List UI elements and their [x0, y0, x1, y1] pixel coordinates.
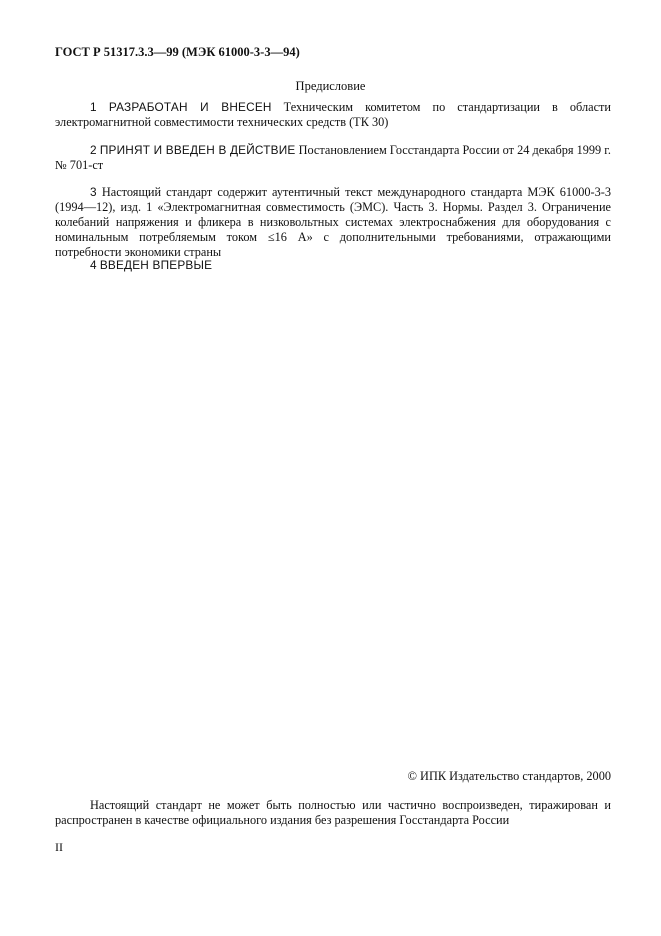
- notice-text: Настоящий стандарт не может быть полностью или частично воспроизведен, тиражирован и распространен в качестве официального издания без разрешения Госстандарта России: [55, 798, 611, 827]
- item-lead: ВВЕДЕН ВПЕРВЫЕ: [99, 258, 213, 272]
- item-lead: ПРИНЯТ И ВВЕДЕН В ДЕЙСТВИЕ: [99, 143, 296, 157]
- foreword-item-3: [55, 185, 611, 260]
- copyright-line: © ИПК Издательство стандартов, 2000: [407, 769, 611, 783]
- item-text: Настоящий стандарт содержит аутентичный текст международного стандарта МЭК 61000-3-3 (1994—12), изд. 1 «Электромагнитная совместимость (ЭМС). Часть 3. Нормы. Раздел 3. Ограничение колебаний напряжения и фликера в низковольтных системах электроснабжения для оборудования с номинальным потребляемым током ≤16 А» с дополнительными требованиями, отражающими потребности экономики страны: [55, 185, 612, 259]
- item-number: 2: [90, 143, 97, 157]
- item-number: 3: [90, 185, 97, 199]
- reproduction-notice: [55, 798, 611, 828]
- item-lead: РАЗРАБОТАН И ВНЕСЕН: [108, 100, 272, 114]
- section-title: Предисловие: [295, 79, 366, 93]
- standard-designation: ГОСТ Р 51317.3.3—99 (МЭК 61000-3-3—94): [55, 45, 300, 59]
- page-number: II: [55, 840, 63, 854]
- foreword-item-1: [55, 100, 611, 130]
- item-text: Постановлением Госстандарта России от 24 декабря 1999 г. № 701-ст: [55, 143, 611, 172]
- item-number: 4: [90, 258, 97, 272]
- foreword-item-4: [55, 258, 611, 273]
- item-text: Техническим комитетом по стандартизации в области электромагнитной совместимости технических средств (ТК 30): [55, 100, 612, 129]
- item-number: 1: [90, 100, 97, 114]
- foreword-item-2: [55, 143, 611, 173]
